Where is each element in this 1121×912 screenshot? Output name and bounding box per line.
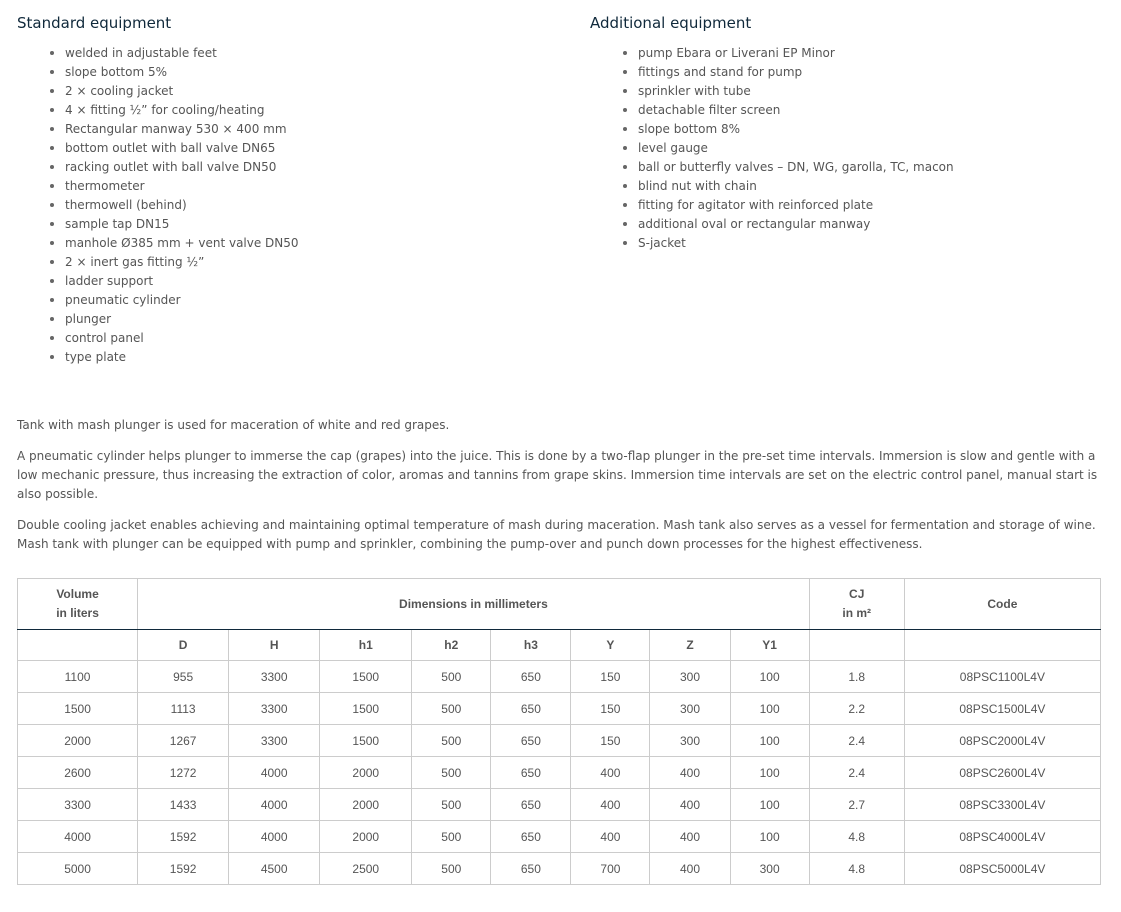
- table-cell: 08PSC4000L4V: [904, 821, 1100, 853]
- cj-header-line1: CJ: [849, 587, 865, 601]
- table-cell: 100: [730, 725, 809, 757]
- list-item: pneumatic cylinder: [17, 291, 557, 310]
- table-cell: 08PSC2000L4V: [904, 725, 1100, 757]
- table-row: [18, 853, 1101, 885]
- description-paragraph: A pneumatic cylinder helps plunger to immerse the cap (grapes) into the juice. This is done by a two-flap plunger in the pre-set time intervals. Immersion is slow and gentle with a low mechanic pressure, thus increasing the extraction of color, aromas and tannins from grape skins. Immersion time intervals are set on the electric control panel, manual start is also possible.: [17, 449, 1098, 501]
- table-cell: 650: [491, 693, 571, 725]
- list-item: 4 × fitting ½” for cooling/heating: [17, 101, 557, 120]
- table-cell: 650: [491, 757, 571, 789]
- standard-equipment-title: Standard equipment: [17, 14, 172, 32]
- volume-header-line2: in liters: [56, 606, 99, 620]
- dim-column-header: Z: [650, 630, 730, 661]
- table-subheader-row: [18, 630, 1101, 661]
- empty-header-cell: [18, 630, 138, 661]
- table-cell: 500: [412, 757, 491, 789]
- table-cell: 650: [491, 821, 571, 853]
- table-cell: 3300: [18, 789, 138, 821]
- dim-column-header: Y: [571, 630, 650, 661]
- dim-column-header: h3: [491, 630, 571, 661]
- list-item: plunger: [17, 310, 557, 329]
- table-cell: 300: [650, 661, 730, 693]
- table-cell: 4000: [18, 821, 138, 853]
- table-cell: 08PSC1500L4V: [904, 693, 1100, 725]
- cj-header-line2: in m²: [842, 606, 872, 620]
- table-cell: 4000: [229, 789, 320, 821]
- table-cell: 4500: [229, 853, 320, 885]
- table-cell: 400: [650, 821, 730, 853]
- table-cell: 1.8: [809, 661, 904, 693]
- list-item: 2 × cooling jacket: [17, 82, 557, 101]
- table-cell: 500: [412, 853, 491, 885]
- table-cell: 1500: [18, 693, 138, 725]
- table-cell: 3300: [229, 693, 320, 725]
- dimensions-header: Dimensions in millimeters: [138, 579, 810, 630]
- table-cell: 2000: [18, 725, 138, 757]
- table-cell: 08PSC3300L4V: [904, 789, 1100, 821]
- table-cell: 400: [571, 789, 650, 821]
- table-cell: 4.8: [809, 821, 904, 853]
- table-cell: 08PSC2600L4V: [904, 757, 1100, 789]
- table-cell: 2500: [320, 853, 412, 885]
- list-item: thermowell (behind): [17, 196, 557, 215]
- table-cell: 3300: [229, 725, 320, 757]
- table-cell: 2600: [18, 757, 138, 789]
- table-cell: 2.7: [809, 789, 904, 821]
- table-cell: 2000: [320, 821, 412, 853]
- additional-equipment-list: [590, 44, 1110, 253]
- volume-header: [18, 579, 138, 630]
- table-row: [18, 693, 1101, 725]
- table-cell: 500: [412, 725, 491, 757]
- table-cell: 2000: [320, 757, 412, 789]
- table-header-row: [18, 579, 1101, 630]
- list-item: thermometer: [17, 177, 557, 196]
- table-cell: 1100: [18, 661, 138, 693]
- list-item: type plate: [17, 348, 557, 367]
- table-cell: 650: [491, 789, 571, 821]
- table-cell: 150: [571, 693, 650, 725]
- cj-header: [809, 579, 904, 630]
- table-row: [18, 789, 1101, 821]
- list-item: detachable filter screen: [590, 101, 1110, 120]
- dimensions-table: [17, 578, 1101, 885]
- table-row: [18, 661, 1101, 693]
- table-row: [18, 757, 1101, 789]
- table-cell: 500: [412, 693, 491, 725]
- table-row: [18, 725, 1101, 757]
- list-item: sprinkler with tube: [590, 82, 1110, 101]
- code-header: Code: [904, 579, 1100, 630]
- list-item: level gauge: [590, 139, 1110, 158]
- standard-equipment-section: [17, 0, 557, 367]
- list-item: fitting for agitator with reinforced plate: [590, 196, 1110, 215]
- list-item: additional oval or rectangular manway: [590, 215, 1110, 234]
- table-cell: 2.4: [809, 725, 904, 757]
- dim-column-header: Y1: [730, 630, 809, 661]
- table-cell: 100: [730, 661, 809, 693]
- table-cell: 2000: [320, 789, 412, 821]
- table-cell: 300: [650, 693, 730, 725]
- table-cell: 100: [730, 693, 809, 725]
- table-cell: 400: [650, 757, 730, 789]
- table-cell: 1500: [320, 661, 412, 693]
- list-item: ball or butterfly valves – DN, WG, garolla, TC, macon: [590, 158, 1110, 177]
- list-item: bottom outlet with ball valve DN65: [17, 139, 557, 158]
- table-cell: 08PSC5000L4V: [904, 853, 1100, 885]
- table-cell: 4000: [229, 821, 320, 853]
- list-item: welded in adjustable feet: [17, 44, 557, 63]
- table-cell: 1500: [320, 725, 412, 757]
- table-cell: 1592: [138, 821, 229, 853]
- list-item: racking outlet with ball valve DN50: [17, 158, 557, 177]
- list-item: control panel: [17, 329, 557, 348]
- list-item: manhole Ø385 mm + vent valve DN50: [17, 234, 557, 253]
- table-cell: 400: [650, 789, 730, 821]
- empty-header-cell: [809, 630, 904, 661]
- description-paragraph: Double cooling jacket enables achieving and maintaining optimal temperature of mash during maceration. Mash tank also serves as a vessel for fermentation and storage of wine. Mash tank with plunger can be equipped with pump and sprinkler, combining the pump-over and punch down processes for the highest effectiveness.: [17, 518, 1096, 551]
- dimensions-table-wrapper: [17, 578, 1101, 885]
- table-cell: 400: [650, 853, 730, 885]
- list-item: blind nut with chain: [590, 177, 1110, 196]
- table-cell: 500: [412, 661, 491, 693]
- table-cell: 2.2: [809, 693, 904, 725]
- description-text: [17, 416, 1107, 566]
- dim-column-header: h2: [412, 630, 491, 661]
- list-item: ladder support: [17, 272, 557, 291]
- table-cell: 2.4: [809, 757, 904, 789]
- table-cell: 650: [491, 853, 571, 885]
- table-cell: 500: [412, 789, 491, 821]
- table-cell: 100: [730, 757, 809, 789]
- table-cell: 1433: [138, 789, 229, 821]
- table-cell: 400: [571, 821, 650, 853]
- standard-equipment-list: [17, 44, 557, 367]
- table-cell: 4.8: [809, 853, 904, 885]
- table-cell: 1592: [138, 853, 229, 885]
- table-cell: 5000: [18, 853, 138, 885]
- table-cell: 1113: [138, 693, 229, 725]
- description-paragraph: Tank with mash plunger is used for maceration of white and red grapes.: [17, 418, 450, 432]
- list-item: slope bottom 8%: [590, 120, 1110, 139]
- table-cell: 400: [571, 757, 650, 789]
- table-cell: 1500: [320, 693, 412, 725]
- list-item: 2 × inert gas fitting ½”: [17, 253, 557, 272]
- table-cell: 300: [730, 853, 809, 885]
- table-cell: 1272: [138, 757, 229, 789]
- table-cell: 1267: [138, 725, 229, 757]
- list-item: pump Ebara or Liverani EP Minor: [590, 44, 1110, 63]
- table-cell: 150: [571, 725, 650, 757]
- table-cell: 650: [491, 725, 571, 757]
- table-cell: 500: [412, 821, 491, 853]
- table-cell: 100: [730, 789, 809, 821]
- dim-column-header: H: [229, 630, 320, 661]
- dim-column-header: h1: [320, 630, 412, 661]
- table-cell: 4000: [229, 757, 320, 789]
- list-item: Rectangular manway 530 × 400 mm: [17, 120, 557, 139]
- table-cell: 700: [571, 853, 650, 885]
- volume-header-line1: Volume: [56, 587, 99, 601]
- list-item: sample tap DN15: [17, 215, 557, 234]
- table-cell: 650: [491, 661, 571, 693]
- table-cell: 3300: [229, 661, 320, 693]
- empty-header-cell: [904, 630, 1100, 661]
- dim-column-header: D: [138, 630, 229, 661]
- list-item: fittings and stand for pump: [590, 63, 1110, 82]
- table-cell: 150: [571, 661, 650, 693]
- table-cell: 955: [138, 661, 229, 693]
- additional-equipment-section: [590, 0, 1110, 253]
- table-cell: 300: [650, 725, 730, 757]
- table-cell: 100: [730, 821, 809, 853]
- additional-equipment-title: Additional equipment: [590, 14, 752, 32]
- table-cell: 08PSC1100L4V: [904, 661, 1100, 693]
- table-row: [18, 821, 1101, 853]
- list-item: slope bottom 5%: [17, 63, 557, 82]
- list-item: S-jacket: [590, 234, 1110, 253]
